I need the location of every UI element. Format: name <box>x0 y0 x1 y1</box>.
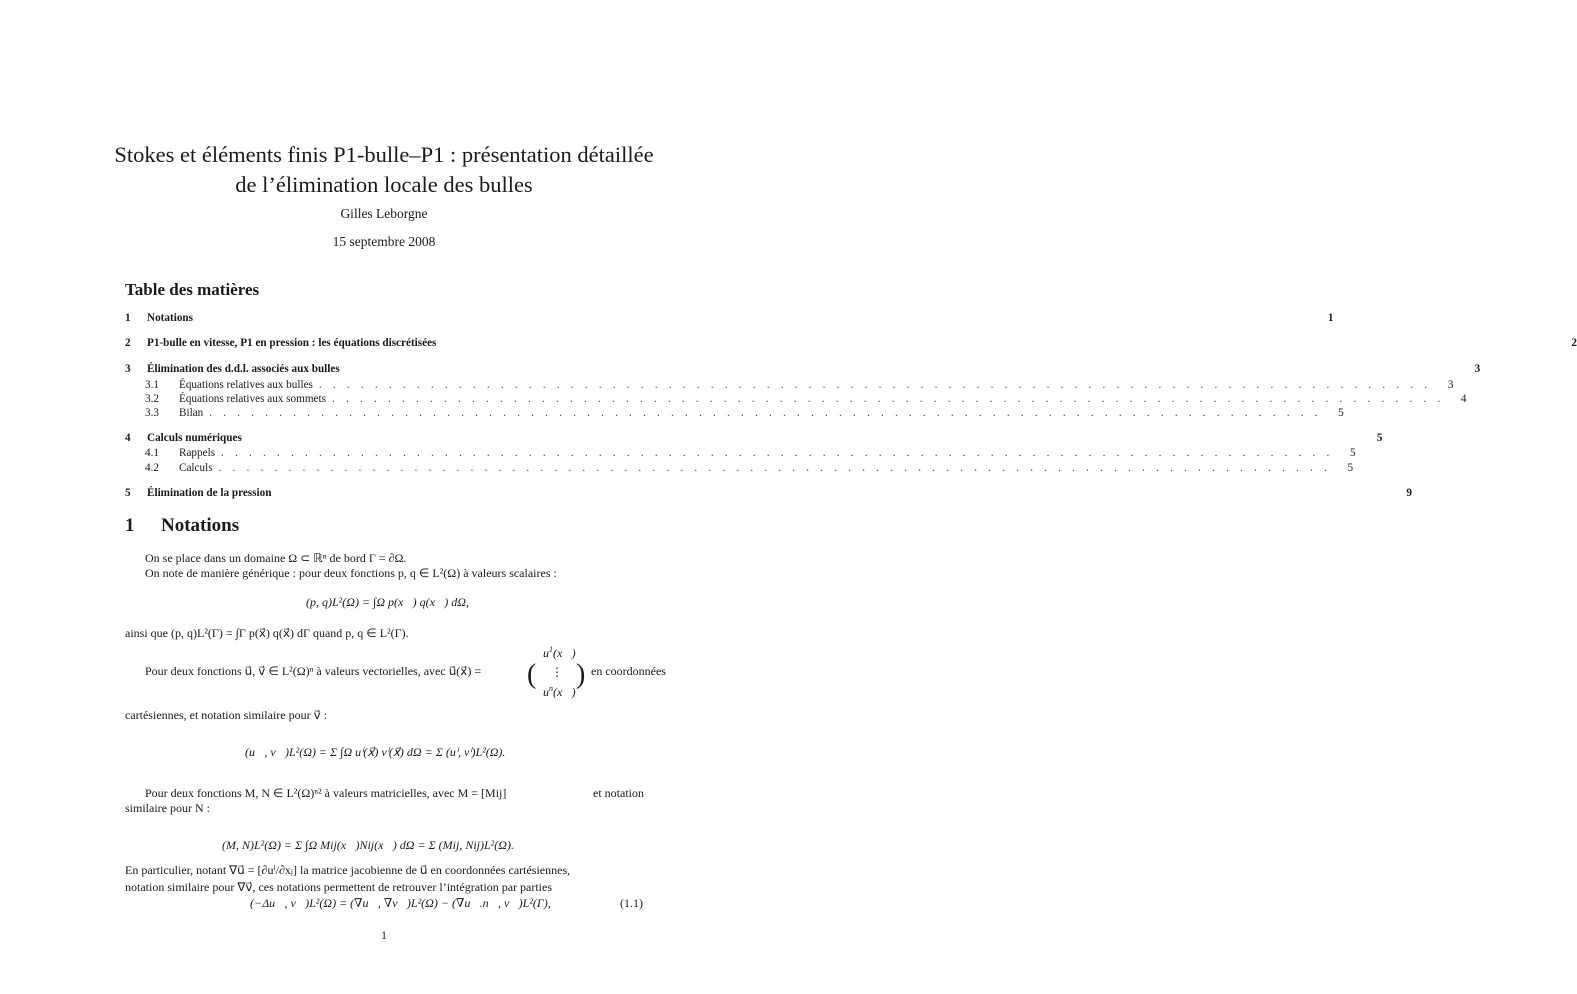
toc-entry-page: 1 <box>1327 312 1334 324</box>
toc-entry[interactable] <box>125 486 1412 500</box>
toc-entry-page: 3 <box>1474 363 1481 375</box>
page-number: 1 <box>381 928 387 942</box>
toc-entry-page: 3 <box>1447 379 1454 391</box>
paragraph-vector-similar: cartésiennes, et notation similaire pour v⃗ : <box>125 708 328 722</box>
paragraph-scalar-def: On note de manière générique : pour deux fonctions p, q ∈ L²(Ω) à valeurs scalaires : <box>145 566 557 580</box>
toc-entry[interactable] <box>125 336 1577 350</box>
toc-entry[interactable] <box>125 431 1383 445</box>
toc-entry[interactable] <box>125 311 1334 325</box>
toc-entry-page: 9 <box>1406 487 1412 499</box>
toc-leader-dots: . . . . . . . . . . . . . . . . . . . . . . . . . . . . . . . . . . . . . . . . . . . . . . . . . . . . . . . . . . . . . . . . . . . . . . . . . . . . . . . . <box>318 379 1432 391</box>
toc-entry-label: Élimination de la pression <box>147 487 272 499</box>
section-number: 1 <box>125 515 135 536</box>
toc-entry-label: Équations relatives aux bulles <box>179 379 313 391</box>
toc-entry[interactable] <box>125 378 1454 392</box>
toc-entry-label: Élimination des d.d.l. associés aux bulles <box>147 363 340 375</box>
toc-entry-label: Calculs <box>179 462 213 474</box>
toc-entry-label: P1-bulle en vitesse, P1 en pression : les équations discrétisées <box>147 337 437 349</box>
toc-entry-page: 5 <box>1347 462 1354 474</box>
toc-entry[interactable] <box>125 406 1344 420</box>
paragraph-boundary-product: ainsi que (p, q)L²(Γ) = ∫Γ p(x⃗) q(x⃗) dΓ quand p, q ∈ L²(Γ). <box>125 626 409 640</box>
paragraph-vector-def-end: en coordonnées <box>591 664 666 678</box>
equation-scalar-product: (p, q)L²(Ω) = ∫Ω p(x⃗) q(x⃗) dΩ, <box>306 595 469 609</box>
equation-number: (1.1) <box>620 896 643 910</box>
toc-entry-label: Bilan <box>179 407 204 419</box>
toc-entry-page: 2 <box>1571 337 1577 349</box>
toc-entry-number: 4 <box>125 432 131 444</box>
equation-integration-parts: (−Δu⃗, v⃗)L²(Ω) = (∇u⃗, ∇v⃗)L²(Ω) − (∇u⃗.n⃗, v⃗)L²(Γ), <box>250 896 551 910</box>
vector-ellipsis: ⋮ <box>551 665 563 679</box>
toc-leader-dots: . . . . . . . . . . . . . . . . . . . . . . . . . . . . . . . . . . . . . . . . . . . . . . . . . . . . . . . . . . . . . . . . . . . . . . . . . . . . . . . . <box>331 393 1445 405</box>
toc-entry-number: 3.3 <box>145 407 159 419</box>
toc-entry-page: 5 <box>1338 407 1344 419</box>
toc-entry-page: 5 <box>1349 447 1356 459</box>
date: 15 septembre 2008 <box>332 234 436 249</box>
section-title: Notations <box>161 515 240 536</box>
toc-entry-label: Équations relatives aux sommets <box>179 393 326 405</box>
paragraph-jacobian: En particulier, notant ∇u⃗ = [∂uⁱ/∂xⱼ] la matrice jacobienne de u⃗ en coordonnées cartésiennes, <box>125 863 571 877</box>
toc-entry[interactable] <box>125 446 1356 460</box>
title-line-1: Stokes et éléments finis P1-bulle–P1 : présentation détaillée <box>114 142 654 167</box>
toc-heading: Table des matières <box>125 280 260 299</box>
paragraph-domain: On se place dans un domaine Ω ⊂ ℝⁿ de bord Γ = ∂Ω. <box>145 551 407 565</box>
toc-leader-dots: . . . . . . . . . . . . . . . . . . . . . . . . . . . . . . . . . . . . . . . . . . . . . . . . . . . . . . . . . . . . . . . . . . . . . . . . . . . . . . . . <box>209 407 1322 419</box>
toc-entry-label: Rappels <box>179 447 216 459</box>
paragraph-vector-def: Pour deux fonctions u⃗, v⃗ ∈ L²(Ω)ⁿ à valeurs vectorielles, avec u⃗(x⃗) = <box>145 664 482 678</box>
matrix-bracket-left: ( <box>527 659 537 690</box>
toc-entry-number: 5 <box>125 487 131 499</box>
toc-entry[interactable] <box>125 392 1467 406</box>
title-line-2: de l’élimination locale des bulles <box>235 172 533 197</box>
equation-vector-product: (u⃗, v⃗)L²(Ω) = Σ ∫Ω uⁱ(x⃗) vⁱ(x⃗) dΩ = Σ (uⁱ, vⁱ)L²(Ω). <box>245 745 506 759</box>
paragraph-matrix-similar: similaire pour N : <box>125 801 210 815</box>
toc-entry-label: Calculs numériques <box>147 432 242 444</box>
toc-entry-number: 3 <box>125 363 131 375</box>
toc-entry-label: Notations <box>147 312 193 324</box>
toc-entry-number: 2 <box>125 337 131 349</box>
toc-leader-dots: . . . . . . . . . . . . . . . . . . . . . . . . . . . . . . . . . . . . . . . . . . . . . . . . . . . . . . . . . . . . . . . . . . . . . . . . . . . . . . . . <box>221 447 1334 459</box>
paper-title <box>90 140 678 200</box>
toc-entry-number: 3.2 <box>145 393 159 405</box>
author: Gilles Leborgne <box>340 206 428 221</box>
vector-component-n: $u^n(x⃗)$ <box>543 684 576 699</box>
toc-entry-number: 4.2 <box>145 462 159 474</box>
matrix-bracket-right: ) <box>576 659 586 690</box>
paragraph-matrix-def: Pour deux fonctions M, N ∈ L²(Ω)ⁿ² à valeurs matricielles, avec M = [Mij] <box>145 786 507 800</box>
toc-entry[interactable] <box>125 362 1481 376</box>
equation-matrix-product: (M, N)L²(Ω) = Σ ∫Ω Mij(x⃗)Nij(x⃗) dΩ = Σ (Mij, Nij)L²(Ω). <box>222 838 514 852</box>
section-heading <box>125 515 239 537</box>
toc-entry-page: 5 <box>1376 432 1383 444</box>
toc-leader-dots: . . . . . . . . . . . . . . . . . . . . . . . . . . . . . . . . . . . . . . . . . . . . . . . . . . . . . . . . . . . . . . . . . . . . . . . . . . . . . . . . <box>218 462 1332 474</box>
toc-entry-number: 1 <box>125 312 131 324</box>
toc-entry[interactable] <box>125 461 1354 475</box>
toc-entry-number: 3.1 <box>145 379 159 391</box>
paragraph-matrix-def-end: et notation <box>593 786 644 800</box>
paragraph-integration-parts: notation similaire pour ∇v⃗, ces notations permettent de retrouver l’intégration par parties <box>125 880 552 894</box>
toc-entry-page: 4 <box>1460 393 1467 405</box>
toc-entry-number: 4.1 <box>145 447 159 459</box>
vector-component-1: $u^1(x⃗)$ <box>543 645 576 660</box>
